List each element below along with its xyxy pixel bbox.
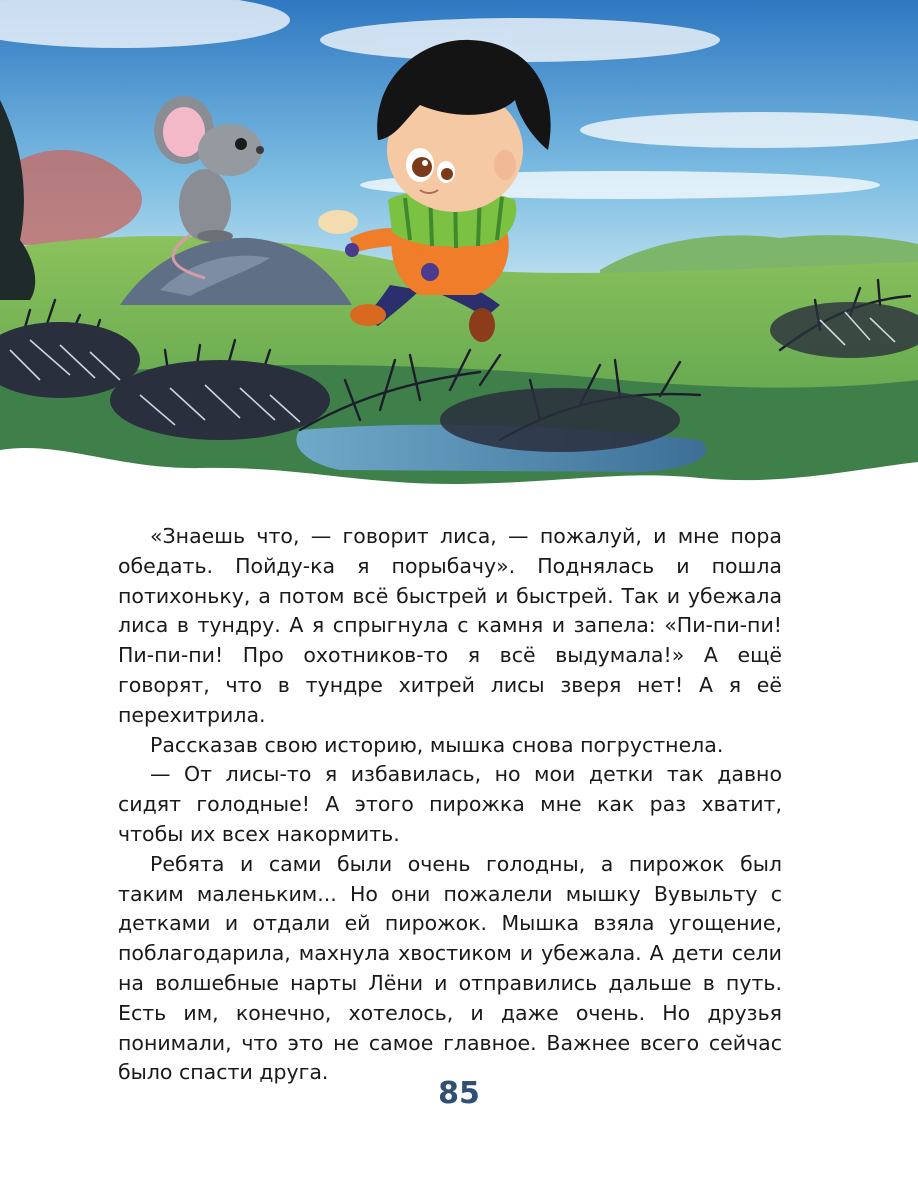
paragraph-mouse-sad: Рассказав свою историю, мышка снова погрустнела. — [150, 732, 724, 757]
page-number: 85 — [438, 1076, 480, 1111]
paragraph-children-share: Ребята и сами были очень голодны, а пирожок был таким маленьким... Но они пожалели мышку Вувыльту с детками и отдали ей пирожок. Мышка взяла угощение, поблагодарила, махнула хвостиком и убежала. А дети сели на волшебные нарты Лёни и отправились дальше в путь. Есть им, конечно, хотелось, и даже очень. Но друзья понимали, что это не самое главное. Важнее всего сейчас было спасти друга. — [118, 851, 782, 1085]
paragraph-mouse-speech: — От лисы-то я избавилась, но мои детки так давно сидят голодные! А этого пирожка мне как раз хватит, чтобы их всех накормить. — [118, 762, 782, 846]
story-illustration — [0, 0, 918, 500]
illustration-canvas — [0, 0, 918, 500]
paragraph-fox-story: «Знаешь что, — говорит лиса, — пожалуй, и мне пора обедать. Пойду-ка я порыбачу». Поднялась и пошла потихоньку, а потом всё быстрей и быстрей. Так и убежала лиса в тундру. А я спрыгнула с камня и запела: «Пи-пи-пи! Пи-пи-пи! Про охотников-то я всё выдумала!» А ещё говорят, что в тундре хитрей лисы зверя нет! А я её перехитрила. — [118, 524, 782, 727]
story-text — [118, 522, 782, 1088]
